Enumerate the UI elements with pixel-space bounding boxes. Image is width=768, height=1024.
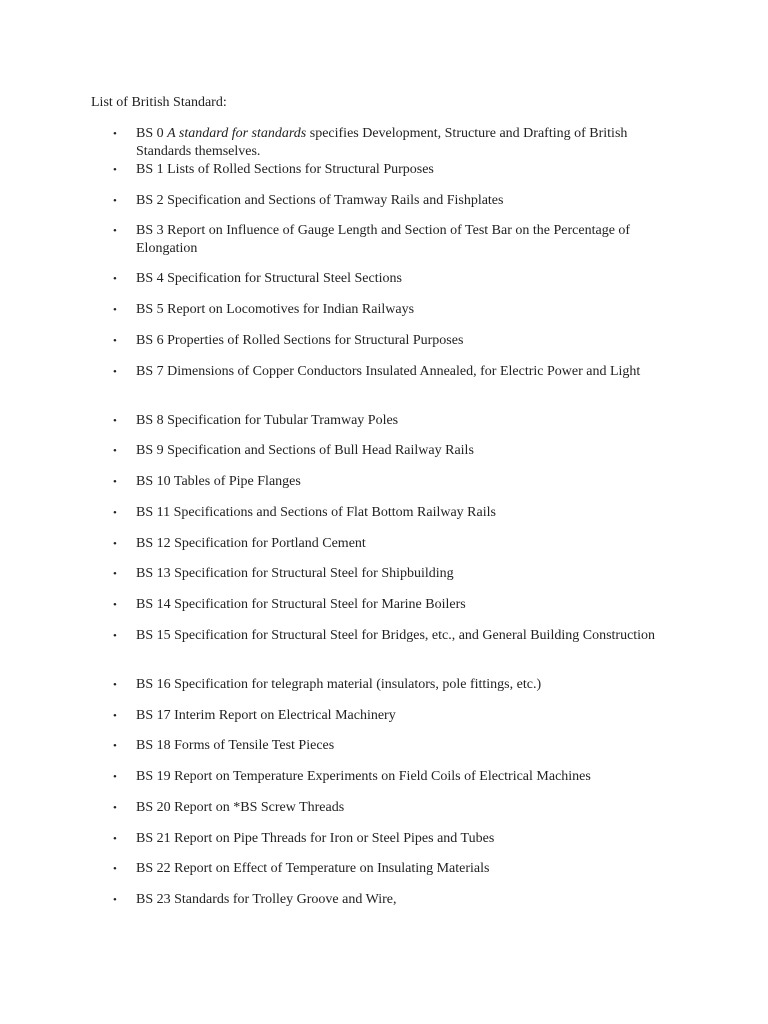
list-item-bs15 (113, 627, 678, 645)
item-text: Report on Influence of Gauge Length and Section of Test Bar on the Percentage of Elongation (136, 223, 631, 256)
item-code: BS 5 (136, 302, 164, 317)
bullet: • (113, 740, 117, 752)
bullet: • (113, 679, 117, 691)
bullet: • (113, 335, 117, 347)
bullet: • (113, 710, 117, 722)
list-item-bs20 (113, 799, 678, 817)
bullet: • (113, 195, 117, 207)
item-code: BS 17 (136, 708, 171, 723)
item-text: Specifications and Sections of Flat Bottom Railway Rails (173, 505, 496, 520)
list-item-bs0 (113, 125, 678, 161)
list-item-bs17 (113, 707, 678, 725)
list-item-bs5 (113, 301, 678, 319)
item-text: Specification and Sections of Tramway Rails and Fishplates (167, 193, 504, 208)
item-code: BS 23 (136, 892, 171, 907)
bullet: • (113, 507, 117, 519)
item-code: BS 12 (136, 536, 171, 551)
item-code: BS 2 (136, 193, 164, 208)
list-item-bs12 (113, 535, 678, 553)
item-code: BS 19 (136, 769, 171, 784)
list-item-bs3 (113, 222, 678, 258)
item-text: Standards for Trolley Groove and Wire, (174, 892, 397, 907)
item-code: BS 1 (136, 162, 164, 177)
list-item-bs19 (113, 768, 678, 786)
list-item-bs4 (113, 270, 678, 288)
item-code: BS 4 (136, 271, 164, 286)
item-code: BS 15 (136, 628, 171, 643)
list-item-bs14 (113, 596, 678, 614)
item-code: BS 3 (136, 223, 164, 238)
list-item-bs1 (113, 161, 678, 179)
item-code: BS 6 (136, 333, 164, 348)
item-text: Report on *BS Screw Threads (174, 800, 345, 815)
list-item-bs9 (113, 442, 678, 460)
item-code: BS 13 (136, 566, 171, 581)
bullet: • (113, 366, 117, 378)
item-code: BS 14 (136, 597, 171, 612)
item-text: Report on Effect of Temperature on Insulating Materials (174, 861, 490, 876)
bullet: • (113, 164, 117, 176)
item-code: BS 21 (136, 831, 171, 846)
bullet: • (113, 304, 117, 316)
item-text: Lists of Rolled Sections for Structural Purposes (167, 162, 434, 177)
item-text: Specification for Tubular Tramway Poles (167, 413, 399, 428)
item-text: Specification for Structural Steel for Bridges, etc., and General Building Construction (174, 628, 656, 643)
list-item-bs11 (113, 504, 678, 522)
item-code: BS 18 (136, 738, 171, 753)
list-item-bs23 (113, 891, 678, 909)
list-item-bs7 (113, 363, 678, 381)
bullet: • (113, 863, 117, 875)
item-code: BS 10 (136, 474, 171, 489)
bullet: • (113, 415, 117, 427)
bullet: • (113, 833, 117, 845)
list-item-bs22 (113, 860, 678, 878)
bullet: • (113, 771, 117, 783)
bullet: • (113, 273, 117, 285)
item-italic-title: A standard for standards (167, 126, 307, 141)
item-code: BS 20 (136, 800, 171, 815)
list-item-bs2 (113, 192, 678, 210)
item-text: Forms of Tensile Test Pieces (174, 738, 335, 753)
item-code: BS 7 (136, 364, 164, 379)
item-text: Report on Pipe Threads for Iron or Steel Pipes and Tubes (174, 831, 495, 846)
bullet: • (113, 128, 117, 140)
bullet: • (113, 894, 117, 906)
list-item-bs13 (113, 565, 678, 583)
item-code: BS 9 (136, 443, 164, 458)
bullet: • (113, 630, 117, 642)
item-code: BS 16 (136, 677, 171, 692)
bullet: • (113, 538, 117, 550)
bullet: • (113, 225, 117, 237)
list-item-bs21 (113, 830, 678, 848)
item-text: Specification for Structural Steel for Shipbuilding (174, 566, 454, 581)
list-item-bs18 (113, 737, 678, 755)
bullet: • (113, 476, 117, 488)
list-item-bs16 (113, 676, 678, 694)
item-text: Specification for Portland Cement (174, 536, 366, 551)
bullet: • (113, 599, 117, 611)
list-item-bs6 (113, 332, 678, 350)
item-text: Specification for Structural Steel Sections (167, 271, 402, 286)
item-text: Specification for Structural Steel for Marine Boilers (174, 597, 466, 612)
item-text: Specification for telegraph material (insulators, pole fittings, etc.) (174, 677, 542, 692)
item-text: Tables of Pipe Flanges (173, 474, 301, 489)
item-code: BS 0 (136, 126, 164, 141)
bullet: • (113, 568, 117, 580)
list-item-bs10 (113, 473, 678, 491)
item-code: BS 8 (136, 413, 164, 428)
item-text: Report on Locomotives for Indian Railways (167, 302, 415, 317)
item-text: Interim Report on Electrical Machinery (174, 708, 396, 723)
bullet: • (113, 445, 117, 457)
item-text: specifies Development, Structure and Drafting of British Standards themselves. (136, 126, 628, 159)
item-text: Dimensions of Copper Conductors Insulated Annealed, for Electric Power and Light (167, 364, 641, 379)
item-text: Report on Temperature Experiments on Field Coils of Electrical Machines (174, 769, 591, 784)
list-heading: List of British Standard: (91, 95, 227, 110)
item-text: Properties of Rolled Sections for Structural Purposes (167, 333, 464, 348)
item-text: Specification and Sections of Bull Head Railway Rails (167, 443, 474, 458)
item-code: BS 22 (136, 861, 171, 876)
bullet: • (113, 802, 117, 814)
item-code: BS 11 (136, 505, 171, 520)
list-item-bs8 (113, 412, 678, 430)
